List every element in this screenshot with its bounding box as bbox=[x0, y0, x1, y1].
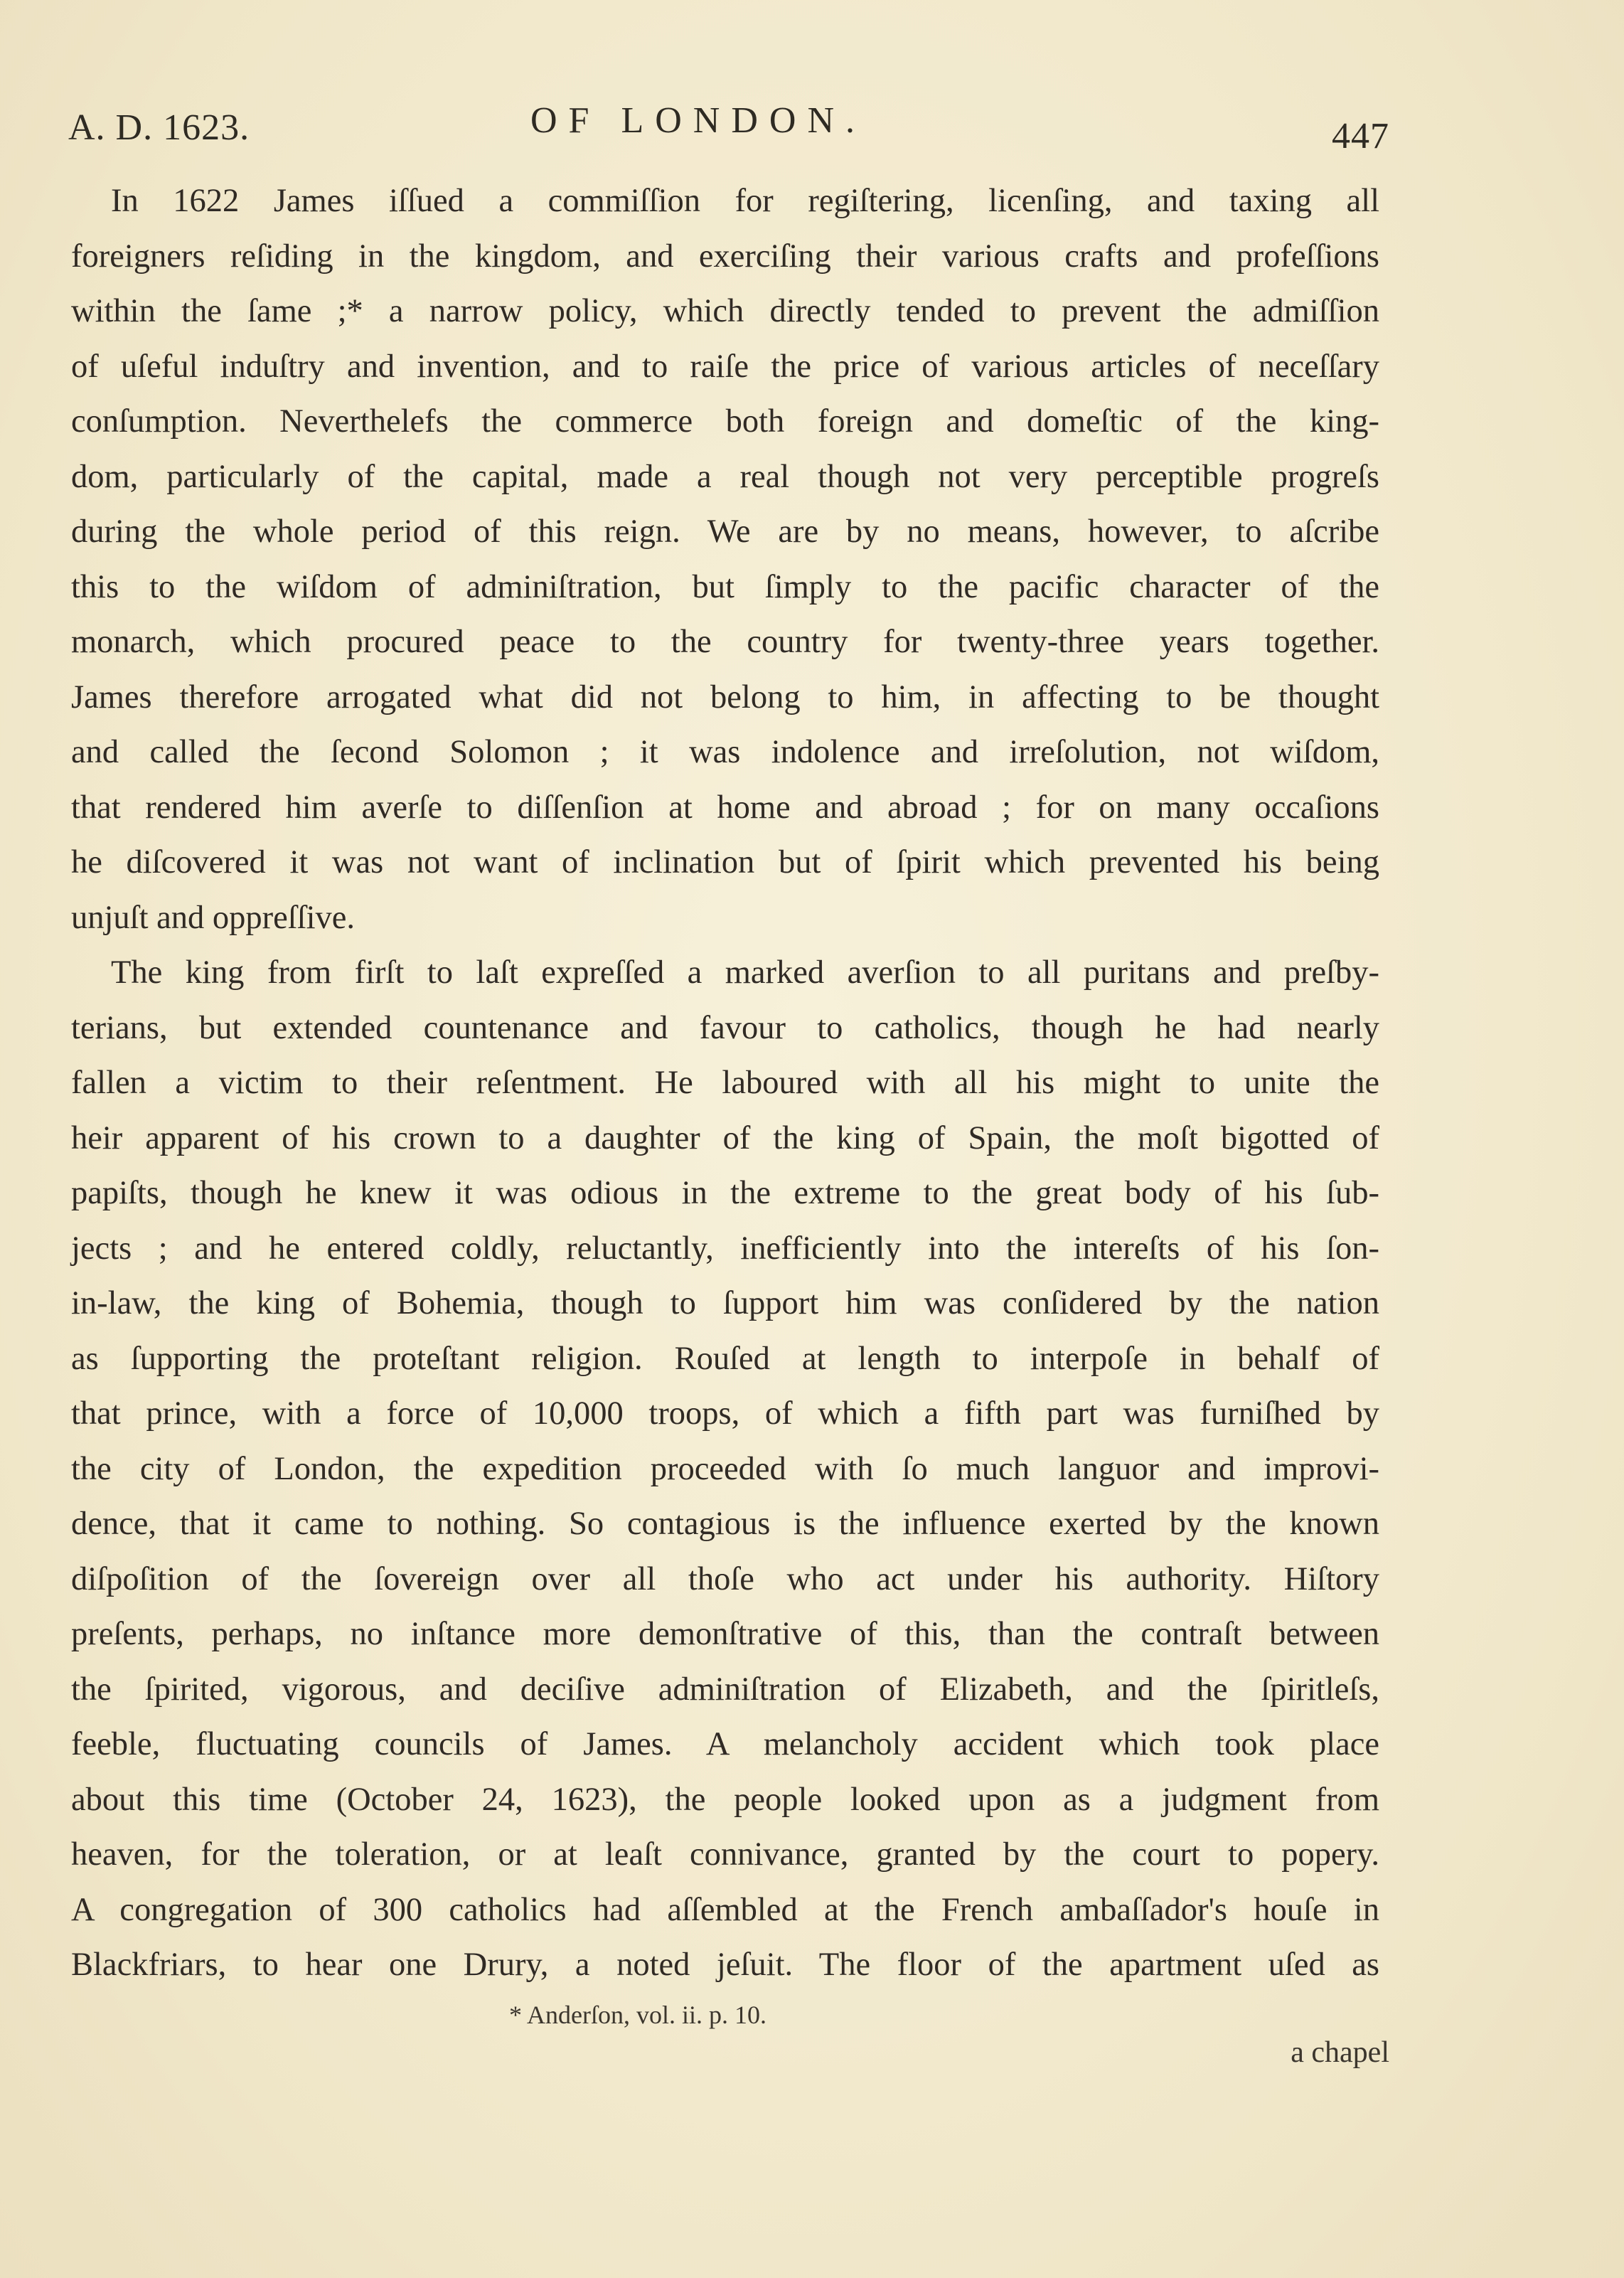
paragraph-2 bbox=[71, 945, 1379, 1993]
text-line: In 1622 James iſſued a commiſſion for regiſtering, licenſing, and taxing all bbox=[111, 183, 1379, 219]
text-line: the city of London, the expedition proceeded with ſo much languor and improvi- bbox=[71, 1450, 1379, 1487]
text-line: terians, but extended countenance and favour to catholics, though he had nearly bbox=[71, 1009, 1379, 1046]
header-title: OF LONDON. bbox=[530, 100, 866, 141]
text-line: heaven, for the toleration, or at leaſt connivance, granted by the court to popery. bbox=[71, 1836, 1379, 1873]
text-line: feeble, fluctuating councils of James. A melancholy accident which took place bbox=[71, 1726, 1379, 1762]
header-date: A. D. 1623. bbox=[68, 107, 250, 148]
text-line: that rendered him averſe to diſſenſion at home and abroad ; for on many occaſions bbox=[71, 789, 1379, 826]
text-line: diſpoſition of the ſovereign over all thoſe who act under his authority. Hiſtory bbox=[71, 1560, 1379, 1597]
text-line: this to the wiſdom of adminiſtration, but ſimply to the pacific character of the bbox=[71, 568, 1379, 605]
text-line: as ſupporting the proteſtant religion. Rouſed at length to interpoſe in behalf of bbox=[71, 1340, 1379, 1377]
text-line: unjuſt and oppreſſive. bbox=[71, 899, 356, 936]
text-line: and called the ſecond Solomon ; it was indolence and irreſolution, not wiſdom, bbox=[71, 734, 1379, 770]
text-line: dence, that it came to nothing. So contagious is the influence exerted by the known bbox=[71, 1506, 1379, 1542]
running-header bbox=[68, 98, 1389, 155]
text-line: in-law, the king of Bohemia, though to ſupport him was conſidered by the nation bbox=[71, 1285, 1379, 1321]
text-line: Blackfriars, to hear one Drury, a noted jeſuit. The floor of the apartment uſed as bbox=[71, 1947, 1379, 1983]
text-line: monarch, which procured peace to the country for twenty-three years together. bbox=[71, 624, 1379, 660]
page-number: 447 bbox=[1332, 116, 1389, 156]
text-line: The king from firſt to laſt expreſſed a marked averſion to all puritans and preſby- bbox=[111, 954, 1379, 991]
body-text bbox=[71, 174, 1379, 1993]
text-line: that prince, with a force of 10,000 troops, of which a fifth part was furniſhed by bbox=[71, 1395, 1379, 1432]
footnote: * Anderſon, vol. ii. p. 10. bbox=[509, 2001, 766, 2029]
text-line: heir apparent of his crown to a daughter of the king of Spain, the moſt bigotted of bbox=[71, 1119, 1379, 1156]
text-line: papiſts, though he knew it was odious in the extreme to the great body of his ſub- bbox=[71, 1175, 1379, 1211]
text-line: he diſcovered it was not want of inclination but of ſpirit which prevented his being bbox=[71, 844, 1379, 880]
text-line: conſumption. Neverthelefs the commerce both foreign and domeſtic of the king- bbox=[71, 403, 1379, 440]
catchword: a chapel bbox=[1291, 2036, 1389, 2069]
text-line: during the whole period of this reign. We are by no means, however, to aſcribe bbox=[71, 513, 1379, 550]
text-line: dom, particularly of the capital, made a real though not very perceptible progreſs bbox=[71, 458, 1379, 495]
text-line: James therefore arrogated what did not belong to him, in affecting to be thought bbox=[71, 678, 1379, 715]
text-line: the ſpirited, vigorous, and deciſive adminiſtration of Elizabeth, and the ſpiritleſs, bbox=[71, 1671, 1379, 1708]
text-line: jects ; and he entered coldly, reluctantly, inefficiently into the intereſts of his ſon- bbox=[71, 1230, 1379, 1267]
text-line: of uſeful induſtry and invention, and to raiſe the price of various articles of neceſſary bbox=[71, 348, 1379, 385]
text-line: within the ſame ;* a narrow policy, which directly tended to prevent the admiſſion bbox=[71, 293, 1379, 329]
paragraph-1 bbox=[71, 174, 1379, 945]
text-line: A congregation of 300 catholics had aſſembled at the French ambaſſador's houſe in bbox=[71, 1891, 1379, 1928]
text-line: preſents, perhaps, no inſtance more demonſtrative of this, than the contraſt between bbox=[71, 1616, 1379, 1652]
text-line: fallen a victim to their reſentment. He laboured with all his might to unite the bbox=[71, 1065, 1379, 1101]
text-line: foreigners reſiding in the kingdom, and exerciſing their various crafts and profeſſions bbox=[71, 238, 1379, 275]
text-line: about this time (October 24, 1623), the people looked upon as a judgment from bbox=[71, 1781, 1379, 1818]
